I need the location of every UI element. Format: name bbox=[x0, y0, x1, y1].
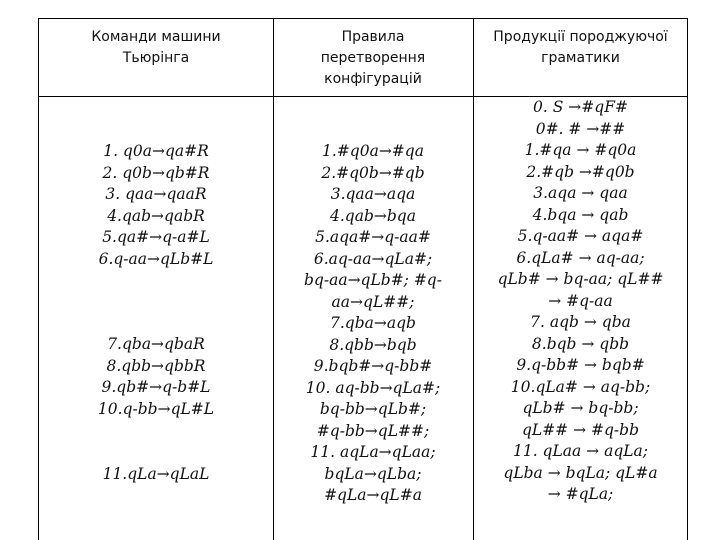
rule-line: bqLa→qLba; bbox=[324, 464, 422, 483]
production-line: → #qLa; bbox=[547, 485, 614, 503]
grammar-table bbox=[38, 18, 688, 540]
rule-line: 11. aqLa→qLaa; bbox=[310, 443, 436, 461]
command-7: 7.qba→qbaR bbox=[107, 335, 205, 353]
production-line: 10.qLa# → aq-bb; bbox=[510, 377, 651, 396]
rule-line: 10. aq-bb→qLa#; bbox=[305, 378, 441, 397]
rule-line: aa→qL##; bbox=[331, 292, 415, 311]
spacer bbox=[39, 270, 273, 334]
production-line: 0. S →#qF# bbox=[533, 98, 628, 116]
rule-line: 5.aqa#→q-aa# bbox=[315, 228, 431, 246]
rule-line: 9.bqb#→q-bb# bbox=[313, 357, 433, 375]
command-5: 5.qa#→q-a#L bbox=[102, 228, 210, 246]
command-4: 4.qab→qabR bbox=[107, 206, 205, 225]
production-line: qLb# → bq-aa; qL## bbox=[497, 270, 664, 288]
spacer bbox=[39, 420, 273, 464]
rule-line: 1.#q0a→#qa bbox=[322, 142, 424, 160]
production-line: 0#. # →## bbox=[535, 119, 626, 138]
production-line: 2.#qb →#q0b bbox=[526, 162, 635, 181]
production-line: 1.#qa → #q0a bbox=[524, 141, 637, 159]
rule-line: 7.qba→aqb bbox=[330, 314, 416, 332]
transformation-rules-column bbox=[273, 141, 473, 507]
rule-line: 2.#q0b→#qb bbox=[321, 163, 425, 182]
command-1: 1. q0a→qa#R bbox=[103, 142, 209, 160]
command-2: 2. q0b→qb#R bbox=[102, 163, 210, 182]
header-turing-commands: Команди машини Тьюрінга bbox=[91, 29, 221, 66]
header-transformation-rules: Правила перетворення конфігурацій bbox=[320, 29, 426, 87]
production-line: 5.q-aa# → aqa# bbox=[517, 227, 644, 245]
production-line: qL## → #q-bb bbox=[521, 420, 640, 439]
rule-line: 8.qbb→bqb bbox=[329, 335, 417, 354]
command-8: 8.qbb→qbbR bbox=[106, 356, 206, 375]
grammar-productions-column bbox=[473, 97, 688, 506]
rule-line: 6.aq-aa→qLa#; bbox=[313, 249, 433, 268]
command-10: 10.q-bb→qL#L bbox=[97, 399, 215, 418]
command-6: 6.q-aa→qLb#L bbox=[98, 249, 214, 268]
production-line: 4.bqa → qab bbox=[532, 205, 629, 224]
rule-line: 4.qab→bqa bbox=[330, 206, 416, 225]
command-11: 11.qLa→qLaL bbox=[102, 465, 210, 483]
production-line: 8.bqb → qbb bbox=[531, 334, 630, 353]
rule-line: bq-bb→qLb#; bbox=[319, 400, 427, 418]
production-line: qLba → bqLa; qL#a bbox=[503, 463, 658, 482]
production-line: 11. qLaa → aqLa; bbox=[512, 442, 649, 460]
turing-commands-column bbox=[39, 141, 273, 486]
production-line: 3.aqa → qaa bbox=[533, 184, 628, 202]
rule-line: #qLa→qL#a bbox=[324, 486, 422, 504]
rule-line: 3.qaa→aqa bbox=[330, 185, 416, 203]
production-line: → #q-aa bbox=[548, 291, 613, 310]
rule-line: bq-aa→qLb#; #q- bbox=[304, 271, 442, 289]
header-grammar-productions: Продукції породжуючої граматики bbox=[493, 29, 668, 66]
production-line: qLb# → bq-bb; bbox=[522, 399, 639, 417]
rule-line: #q-bb→qL##; bbox=[316, 421, 430, 440]
production-line: 9.q-bb# → bqb# bbox=[516, 356, 645, 374]
production-line: 6.qLa# → aq-aa; bbox=[516, 248, 645, 267]
production-line: 7. aqb → qba bbox=[530, 313, 631, 331]
command-9: 9.qb#→q-b#L bbox=[101, 378, 211, 396]
command-3: 3. qaa→qaaR bbox=[105, 185, 207, 203]
